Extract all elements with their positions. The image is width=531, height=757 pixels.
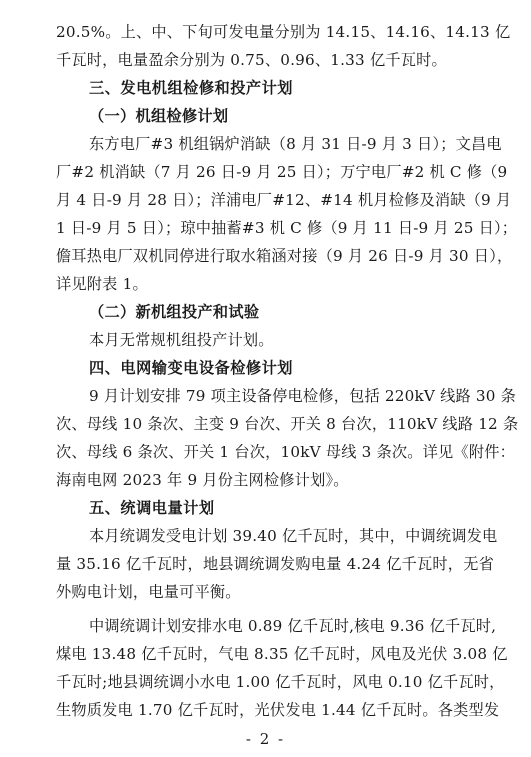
- text-line: 煤电 13.48 亿千瓦时，气电 8.35 亿千瓦时，风电及光伏 3.08 亿: [56, 645, 508, 663]
- text-line: 海南电网 2023 年 9 月份主网检修计划》。: [56, 471, 349, 489]
- text-line: 厂#2 机消缺（7 月 26 日-9 月 25 日）；万宁电厂#2 机 C 修（9: [56, 163, 508, 181]
- section-heading-4: 四、电网输变电设备检修计划: [89, 359, 293, 377]
- text-line: 东方电厂#3 机组锅炉消缺（8 月 31 日-9 月 3 日）；文昌电: [89, 135, 502, 153]
- text-line: 9 月计划安排 79 项主设备停电检修，包括 220kV 线路 30 条: [89, 387, 517, 405]
- page-number: - 2 -: [245, 730, 286, 748]
- text-line: 量 35.16 亿千瓦时，地县调统调发购电量 4.24 亿千瓦时，无省: [56, 555, 494, 573]
- text-line: 月 4 日-9 月 28 日）；洋浦电厂#12、#14 机月检修及消缺（9 月: [56, 191, 512, 209]
- text-line: 中调统调计划安排水电 0.89 亿千瓦时,核电 9.36 亿千瓦时,: [89, 617, 497, 635]
- text-line: 本月统调发受电计划 39.40 亿千瓦时，其中，中调统调发电: [89, 527, 498, 545]
- text-line: 本月无常规机组投产计划。: [89, 331, 274, 349]
- text-line: 次、母线 10 条次、主变 9 台次、开关 8 台次，110kV 线路 12 条: [56, 415, 519, 433]
- section-heading-3: 三、发电机组检修和投产计划: [89, 79, 293, 97]
- text-line: 详见附表 1。: [56, 275, 148, 293]
- text-line: 千瓦时，电量盈余分别为 0.75、0.96、1.33 亿千瓦时。: [56, 51, 447, 69]
- text-line: 1 日-9 月 5 日）；琼中抽蓄#3 机 C 修（9 月 11 日-9 月 25 日）；: [56, 219, 518, 237]
- subsection-heading-new-units: （二）新机组投产和试验: [89, 303, 260, 321]
- text-line: 生物质发电 1.70 亿千瓦时，光伏发电 1.44 亿千瓦时。各类型发: [56, 701, 500, 719]
- text-line: 外购电计划，电量可平衡。: [56, 583, 241, 601]
- section-heading-5: 五、统调电量计划: [89, 499, 215, 517]
- subsection-heading-unit-maintenance: （一）机组检修计划: [89, 107, 229, 125]
- text-line: 20.5%。上、中、下旬可发电量分别为 14.15、14.16、14.13 亿: [56, 23, 511, 41]
- text-line: 次、母线 6 条次、开关 1 台次，10kV 母线 3 条次。详见《附件：: [56, 443, 515, 461]
- text-line: 千瓦时;地县调统调小水电 1.00 亿千瓦时，风电 0.10 亿千瓦时，: [56, 673, 505, 691]
- text-line: 儋耳热电厂双机同停进行取水箱涵对接（9 月 26 日-9 月 30 日），: [56, 247, 513, 265]
